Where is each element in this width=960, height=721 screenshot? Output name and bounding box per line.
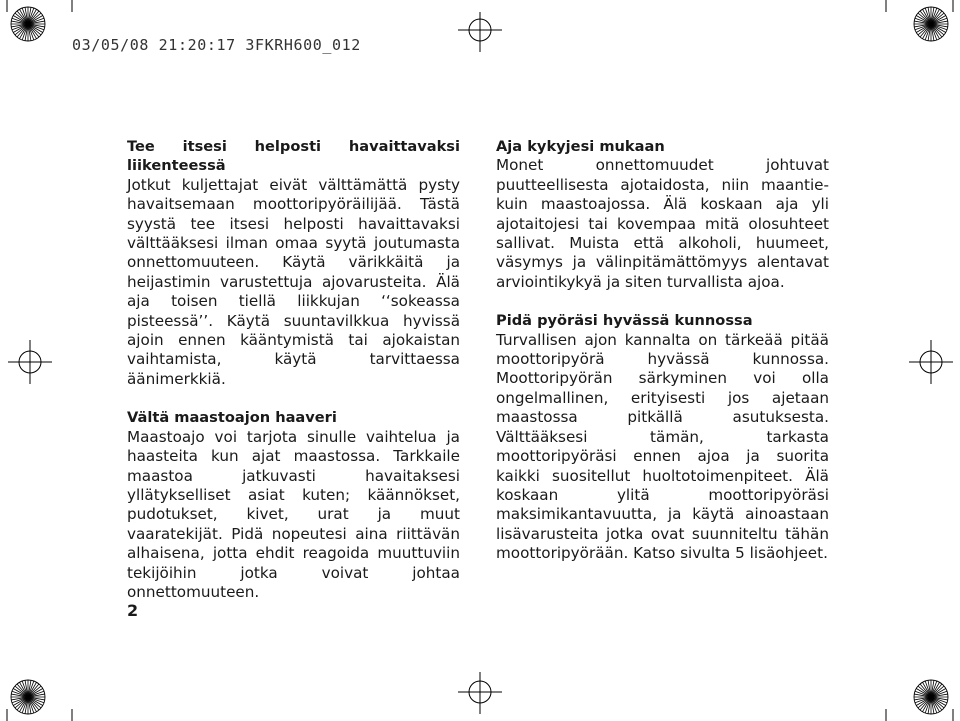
section-offroad bbox=[127, 408, 460, 602]
right-column bbox=[496, 137, 829, 564]
section-heading: Vältä maastoajon haaveri bbox=[127, 409, 337, 427]
print-info-header: 03/05/08 21:20:17 3FKRH600_012 bbox=[72, 36, 361, 54]
section-body: Jotkut kuljettajat eivät välttämättä pysty havaitsemaan moottoripyöräilijää. Tästä syystä tee itsesi helposti havaittavaksi välttääksesi ilman omaa syytä joutumasta onnettomuuteen. Käytä värikkäitä ja heijastimin varustettuja ajovarusteita. Älä aja toisen tiellä liikkujan ‘‘sokeassa pisteessä’’. Käytä suuntavilkkua hyvissä ajoin ennen kääntymistä tai ajokaistan vaihtamista, käytä tarvittaessa äänimerkkiä. bbox=[127, 175, 460, 388]
section-heading: Aja kykyjesi mukaan bbox=[496, 138, 665, 155]
section-body: Maastoajo voi tarjota sinulle vaihtelua ja haasteita kun ajat maastossa. Tarkkaile maastoa jatkuvasti havaitaksesi yllätykselliset asiat kuten; käännökset, pudotukset, kivet, urat ja muut vaaratekijät. Pidä nopeutesi aina riittävän alhaisena, jotta ehdit reagoida muuttuviin tekijöihin jotka voivat johtaa onnettomuuteen. bbox=[127, 427, 460, 601]
section-heading: Pidä pyöräsi hyvässä kunnossa bbox=[496, 312, 753, 330]
section-maintenance bbox=[496, 311, 829, 563]
section-ride-within-limits bbox=[496, 137, 829, 292]
page-number: 2 bbox=[127, 601, 139, 620]
section-visibility bbox=[127, 137, 460, 389]
section-body: Monet onnettomuudet johtuvat puutteellisesta ajotaidosta, niin maantie- kuin maastoajossa. Älä koskaan aja yli ajotaitojesi tai kovempaa mitä olosuhteet sallivat. Muista että alkoholi, huumeet, väsymys ja välinpitämättömyys alentavat arviointikykyä ja siten turvallista ajoa. bbox=[496, 156, 829, 291]
left-column bbox=[127, 137, 460, 602]
section-body: Turvallisen ajon kannalta on tärkeää pitää moottoripyörä hyvässä kunnossa. Moottoripyörän särkyminen voi olla ongelmallinen, erityisesti jos ajetaan maastossa pitkällä asutuksesta. Välttääksesi tämän, tarkasta moottoripyöräsi ennen ajoa ja suorita kaikki suositellut huoltotoimenpiteet. Älä koskaan ylitä moottoripyöräsi maksimikantavuutta, ja käytä ainoastaan lisävarusteita jotka ovat suunniteltu tähän moottoripyörään. Katso sivulta 5 lisäohjeet. bbox=[496, 330, 829, 563]
section-heading: Tee itsesi helposti havaittavaksi liikenteessä bbox=[127, 138, 460, 175]
